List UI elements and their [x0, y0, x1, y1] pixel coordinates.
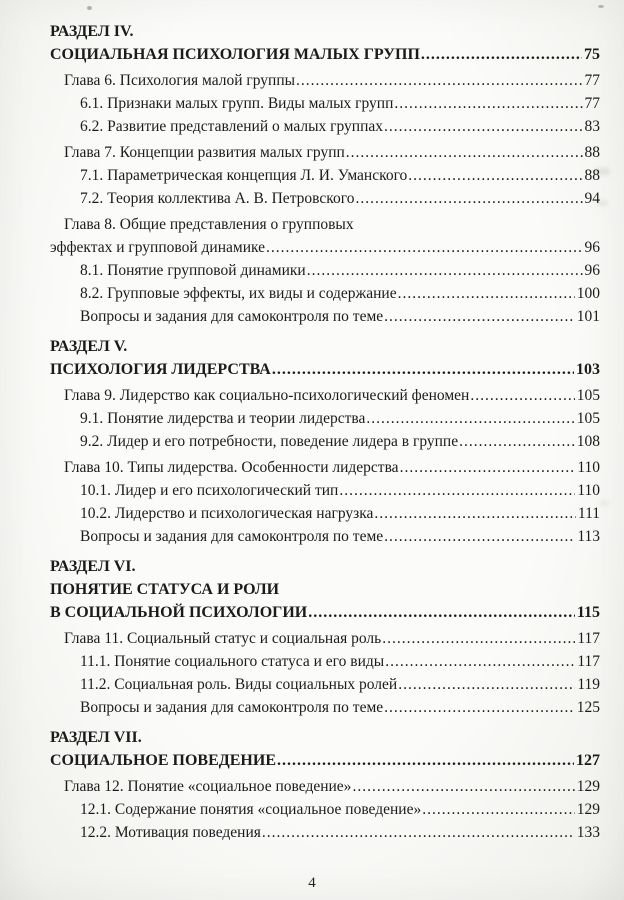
toc-line [50, 141, 600, 164]
toc-entry-section [50, 20, 600, 66]
dot-leader [421, 43, 582, 66]
toc-entry-title: Глава 6. Психология малой группы [64, 72, 296, 89]
dot-leader [459, 430, 575, 453]
toc-entry-sub [50, 187, 600, 210]
toc-entry-title: СОЦИАЛЬНОЕ ПОВЕДЕНИЕ [50, 752, 276, 769]
toc-entry-title: 10.2. Лидерство и психологическая нагрузка [80, 505, 374, 522]
toc-line [50, 555, 600, 578]
toc-line [50, 407, 600, 430]
toc-entry-title: 7.1. Параметрическая концепция Л. И. Уманского [80, 167, 408, 184]
toc-entry-section [50, 335, 600, 381]
scan-speck [598, 5, 604, 8]
toc-line [50, 696, 600, 719]
toc-page-ref: 133 [576, 824, 600, 841]
toc-entry-section [50, 726, 600, 772]
toc-page-ref: 115 [576, 604, 600, 621]
toc-line [50, 525, 600, 548]
toc-page-ref: 77 [584, 72, 600, 89]
toc-entry-sub [50, 430, 600, 453]
toc-entry-sub [50, 282, 600, 305]
toc-line [50, 673, 600, 696]
toc-entry-title: Глава 9. Лидерство как социально-психологический феномен [64, 387, 470, 404]
scan-smudge [599, 500, 609, 506]
toc-entry-title: Вопросы и задания для самоконтроля по теме [80, 528, 384, 545]
toc-line [50, 69, 600, 92]
toc-page-ref: 96 [584, 262, 600, 279]
toc-page-ref: 83 [584, 118, 600, 135]
toc-entry-sub [50, 407, 600, 430]
toc-page-ref: 105 [576, 410, 600, 427]
toc-entry-title: 10.1. Лидер и его психологический тип [80, 482, 339, 499]
dot-leader [408, 164, 582, 187]
toc-page-ref: 117 [577, 653, 600, 670]
toc-entry-chapter [50, 141, 600, 164]
dot-leader [470, 384, 574, 407]
dot-leader [366, 407, 574, 430]
toc-entry-title: 8.1. Понятие групповой динамики [80, 262, 306, 279]
toc-line [50, 456, 600, 479]
toc-entry-title: Глава 7. Концепции развития малых групп [64, 144, 345, 161]
toc-page-ref: 113 [577, 528, 600, 545]
toc-page-ref: 111 [577, 505, 600, 522]
dot-leader [272, 358, 574, 381]
dot-leader [296, 69, 582, 92]
toc-line [50, 502, 600, 525]
toc-entry-title: РАЗДЕЛ IV. [50, 23, 134, 40]
toc-line [50, 358, 600, 381]
toc-line [50, 164, 600, 187]
toc-page-ref: 94 [584, 190, 600, 207]
toc-entry-chapter [50, 456, 600, 479]
toc-line [50, 305, 600, 328]
toc-page-ref: 119 [577, 676, 600, 693]
toc-entry-sub [50, 305, 600, 328]
toc-entry-title: 11.1. Понятие социального статуса и его виды [80, 653, 385, 670]
toc-page-ref: 96 [584, 239, 600, 256]
toc-entry-title: 6.1. Признаки малых групп. Виды малых групп [80, 95, 394, 112]
dot-leader [374, 502, 575, 525]
toc-line [50, 650, 600, 673]
toc-page-ref: 110 [577, 459, 600, 476]
dot-leader [384, 525, 575, 548]
toc-line [50, 384, 600, 407]
toc-line [50, 43, 600, 66]
toc-entry-sub [50, 115, 600, 138]
toc-line [50, 775, 600, 798]
toc-line [50, 578, 600, 601]
toc-page-ref: 103 [576, 361, 600, 378]
dot-leader [266, 236, 582, 259]
toc-entry-title: 12.1. Содержание понятия «социальное поведение» [80, 801, 422, 818]
toc-entry-title: Глава 8. Общие представления о групповых [64, 216, 354, 233]
toc-entry-sub [50, 92, 600, 115]
toc-line [50, 627, 600, 650]
toc-line [50, 749, 600, 772]
toc-entry-chapter [50, 627, 600, 650]
toc-page-ref: 125 [576, 699, 600, 716]
dot-leader [398, 673, 575, 696]
toc-page-ref: 101 [576, 308, 600, 325]
toc-page-ref: 129 [576, 801, 600, 818]
toc-line [50, 187, 600, 210]
toc-line [50, 430, 600, 453]
toc-entry-title: СОЦИАЛЬНАЯ ПСИХОЛОГИЯ МАЛЫХ ГРУПП [50, 46, 420, 63]
toc-line [50, 601, 600, 624]
dot-leader [346, 141, 583, 164]
dot-leader [352, 775, 574, 798]
dot-leader [384, 305, 575, 328]
toc [50, 20, 600, 844]
toc-entry-title: Вопросы и задания для самоконтроля по теме [80, 308, 384, 325]
dot-leader [339, 479, 575, 502]
toc-line [50, 726, 600, 749]
toc-page-ref: 88 [584, 167, 600, 184]
dot-leader [384, 115, 583, 138]
toc-entry-title: ПОНЯТИЕ СТАТУСА И РОЛИ [50, 581, 280, 598]
dot-leader [307, 259, 583, 282]
toc-line [50, 821, 600, 844]
toc-line [50, 20, 600, 43]
toc-entry-sub [50, 821, 600, 844]
toc-entry-sub [50, 164, 600, 187]
toc-line [50, 282, 600, 305]
scan-speck [87, 6, 92, 10]
toc-entry-title: 12.2. Мотивация поведения [80, 824, 261, 841]
toc-line [50, 335, 600, 358]
toc-page-ref: 129 [576, 778, 600, 795]
toc-entry-chapter [50, 69, 600, 92]
toc-entry-sub [50, 673, 600, 696]
toc-entry-chapter [50, 775, 600, 798]
toc-entry-title: 9.2. Лидер и его потребности, поведение лидера в группе [80, 433, 459, 450]
toc-page-ref: 100 [576, 285, 600, 302]
toc-entry-title: эффектах и групповой динамике [50, 239, 266, 256]
toc-entry-title: 9.1. Понятие лидерства и теории лидерства [80, 410, 366, 427]
toc-line [50, 798, 600, 821]
toc-page-ref: 75 [584, 46, 600, 63]
toc-entry-sub [50, 798, 600, 821]
toc-line [50, 479, 600, 502]
toc-entry-title: 6.2. Развитие представлений о малых группах [80, 118, 383, 135]
toc-line [50, 92, 600, 115]
toc-entry-chapter [50, 213, 600, 259]
dot-leader [262, 821, 575, 844]
dot-leader [277, 749, 574, 772]
toc-entry-sub [50, 525, 600, 548]
toc-line [50, 115, 600, 138]
toc-entry-sub [50, 696, 600, 719]
dot-leader [308, 601, 575, 624]
dot-leader [384, 696, 575, 719]
dot-leader [400, 456, 576, 479]
dot-leader [382, 627, 575, 650]
toc-page-ref: 77 [584, 95, 600, 112]
toc-entry-title: Глава 11. Социальный статус и социальная роль [64, 630, 382, 647]
toc-entry-sub [50, 259, 600, 282]
toc-entry-title: Глава 10. Типы лидерства. Особенности лидерства [64, 459, 399, 476]
toc-entry-title: РАЗДЕЛ VI. [50, 558, 136, 575]
dot-leader [398, 282, 575, 305]
toc-line [50, 236, 600, 259]
toc-entry-sub [50, 502, 600, 525]
dot-leader [394, 92, 582, 115]
toc-entry-title: 8.2. Групповые эффекты, их виды и содержание [80, 285, 397, 302]
dot-leader [355, 187, 582, 210]
toc-entry-title: В СОЦИАЛЬНОЙ ПСИХОЛОГИИ [50, 604, 308, 621]
toc-line [50, 259, 600, 282]
toc-entry-sub [50, 650, 600, 673]
toc-entry-section [50, 555, 600, 624]
toc-entry-title: Глава 12. Понятие «социальное поведение» [64, 778, 352, 795]
toc-entry-title: 7.2. Теория коллектива А. В. Петровского [80, 190, 355, 207]
toc-entry-title: РАЗДЕЛ VII. [50, 729, 142, 746]
dot-leader [385, 650, 575, 673]
toc-line [50, 213, 600, 236]
toc-entry-title: Вопросы и задания для самоконтроля по теме [80, 699, 384, 716]
toc-entry-title: РАЗДЕЛ V. [50, 338, 128, 355]
toc-page-ref: 127 [576, 752, 600, 769]
toc-page-ref: 108 [576, 433, 600, 450]
dot-leader [422, 798, 575, 821]
toc-page-ref: 110 [577, 482, 600, 499]
toc-page-ref: 105 [576, 387, 600, 404]
toc-entry-title: 11.2. Социальная роль. Виды социальных ролей [80, 676, 398, 693]
page-number: 4 [308, 875, 316, 891]
toc-page-ref: 117 [577, 630, 600, 647]
toc-page-ref: 88 [584, 144, 600, 161]
toc-entry-sub [50, 479, 600, 502]
toc-entry-title: ПСИХОЛОГИЯ ЛИДЕРСТВА [50, 361, 271, 378]
toc-entry-chapter [50, 384, 600, 407]
